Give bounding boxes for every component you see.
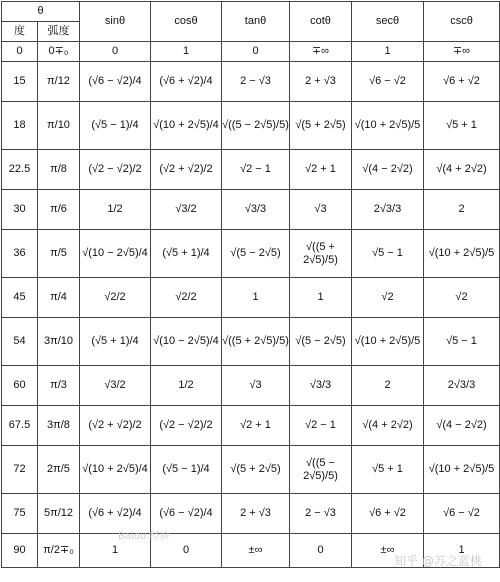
cell-rad: 0∓₀	[38, 42, 80, 62]
cell-deg: 45	[2, 278, 38, 318]
header-row-theta	[2, 2, 500, 22]
cell-tan: √((5 + 2√5)/5)	[222, 318, 290, 366]
table-row	[2, 278, 500, 318]
header-tan: tanθ	[222, 2, 290, 42]
cell-cos: (√2 + √2)/2	[151, 150, 222, 190]
cell-rad: π/8	[38, 150, 80, 190]
cell-sin: 1/2	[80, 190, 151, 230]
table-row	[2, 62, 500, 102]
cell-rad: π/5	[38, 230, 80, 278]
table-body	[2, 2, 500, 568]
cell-sec: √5 + 1	[352, 446, 424, 494]
cell-sec: √(4 + 2√2)	[352, 406, 424, 446]
cell-csc: √2	[424, 278, 500, 318]
header-sec: secθ	[352, 2, 424, 42]
header-csc: cscθ	[424, 2, 500, 42]
cell-sec: √(10 + 2√5)/5	[352, 102, 424, 150]
cell-rad: π/6	[38, 190, 80, 230]
cell-cot: √2 + 1	[290, 150, 352, 190]
cell-cos: (√6 − √2)/4	[151, 494, 222, 534]
cell-cos: √2/2	[151, 278, 222, 318]
cell-deg: 30	[2, 190, 38, 230]
cell-rad: π/10	[38, 102, 80, 150]
cell-sin: √(10 − 2√5)/4	[80, 230, 151, 278]
cell-csc: 1	[424, 534, 500, 568]
cell-cos: 0	[151, 534, 222, 568]
cell-sec: √6 − √2	[352, 62, 424, 102]
cell-sin: (√5 − 1)/4	[80, 102, 151, 150]
cell-tan: √3	[222, 366, 290, 406]
cell-tan: 1	[222, 278, 290, 318]
cell-sec: √6 + √2	[352, 494, 424, 534]
table-row	[2, 446, 500, 494]
cell-sin: √2/2	[80, 278, 151, 318]
cell-sec: 1	[352, 42, 424, 62]
cell-deg: 90	[2, 534, 38, 568]
cell-cot: 0	[290, 534, 352, 568]
cell-deg: 75	[2, 494, 38, 534]
cell-sec: √2	[352, 278, 424, 318]
cell-cot: √2 − 1	[290, 406, 352, 446]
cell-tan: √(5 + 2√5)	[222, 446, 290, 494]
cell-deg: 0	[2, 42, 38, 62]
table-row	[2, 494, 500, 534]
header-degree: 度	[2, 22, 38, 42]
table-row	[2, 230, 500, 278]
table-row	[2, 318, 500, 366]
trig-table	[1, 1, 500, 568]
cell-cos: 1	[151, 42, 222, 62]
cell-cot: √3	[290, 190, 352, 230]
cell-tan: √2 − 1	[222, 150, 290, 190]
cell-rad: 3π/8	[38, 406, 80, 446]
cell-deg: 67.5	[2, 406, 38, 446]
cell-csc: √(10 + 2√5)/5	[424, 230, 500, 278]
cell-cot: √((5 + 2√5)/5)	[290, 230, 352, 278]
cell-sec: 2√3/3	[352, 190, 424, 230]
header-theta: θ	[2, 2, 80, 22]
cell-sec: ±∞	[352, 534, 424, 568]
cell-rad: 5π/12	[38, 494, 80, 534]
baidu-watermark: Baidu 经验	[118, 531, 170, 542]
cell-deg: 36	[2, 230, 38, 278]
cell-rad: 2π/5	[38, 446, 80, 494]
cell-tan: √(5 − 2√5)	[222, 230, 290, 278]
cell-tan: 2 − √3	[222, 62, 290, 102]
cell-cot: √3/3	[290, 366, 352, 406]
cell-deg: 18	[2, 102, 38, 150]
cell-cos: 1/2	[151, 366, 222, 406]
cell-rad: π/12	[38, 62, 80, 102]
cell-rad: 3π/10	[38, 318, 80, 366]
cell-cot: ∓∞	[290, 42, 352, 62]
cell-sin: 0	[80, 42, 151, 62]
table-row	[2, 190, 500, 230]
cell-rad: π/3	[38, 366, 80, 406]
table-row	[2, 406, 500, 446]
cell-cos: (√5 − 1)/4	[151, 446, 222, 494]
cell-sin: (√6 + √2)/4	[80, 494, 151, 534]
cell-cot: √(5 − 2√5)	[290, 318, 352, 366]
cell-sec: √(10 + 2√5)/5	[352, 318, 424, 366]
table-row	[2, 150, 500, 190]
cell-tan: √((5 − 2√5)/5)	[222, 102, 290, 150]
cell-csc: √(4 − 2√2)	[424, 406, 500, 446]
cell-deg: 54	[2, 318, 38, 366]
cell-sin: 1	[80, 534, 151, 568]
cell-deg: 60	[2, 366, 38, 406]
cell-tan: 0	[222, 42, 290, 62]
cell-csc: √6 − √2	[424, 494, 500, 534]
cell-rad: π/4	[38, 278, 80, 318]
cell-csc: √5 + 1	[424, 102, 500, 150]
table-row	[2, 366, 500, 406]
cell-sin: √3/2	[80, 366, 151, 406]
cell-sin: (√2 − √2)/2	[80, 150, 151, 190]
table-row	[2, 102, 500, 150]
cell-tan: 2 + √3	[222, 494, 290, 534]
header-radian: 弧度	[38, 22, 80, 42]
cell-cot: √(5 + 2√5)	[290, 102, 352, 150]
cell-sec: 2	[352, 366, 424, 406]
cell-cos: (√6 + √2)/4	[151, 62, 222, 102]
header-cos: cosθ	[151, 2, 222, 42]
cell-cot: 1	[290, 278, 352, 318]
cell-cos: (√5 + 1)/4	[151, 230, 222, 278]
cell-tan: ±∞	[222, 534, 290, 568]
cell-cot: √((5 − 2√5)/5)	[290, 446, 352, 494]
cell-csc: √5 − 1	[424, 318, 500, 366]
cell-sec: √5 − 1	[352, 230, 424, 278]
cell-sin: (√2 + √2)/2	[80, 406, 151, 446]
cell-deg: 72	[2, 446, 38, 494]
cell-cot: 2 − √3	[290, 494, 352, 534]
cell-tan: √3/3	[222, 190, 290, 230]
cell-rad: π/2∓₀	[38, 534, 80, 568]
cell-csc: √(4 + 2√2)	[424, 150, 500, 190]
zhihu-watermark: 知乎 @苏之蓝桃	[394, 554, 482, 568]
cell-csc: 2	[424, 190, 500, 230]
cell-sin: √(10 + 2√5)/4	[80, 446, 151, 494]
cell-sec: √(4 − 2√2)	[352, 150, 424, 190]
cell-cos: √(10 + 2√5)/4	[151, 102, 222, 150]
header-sin: sinθ	[80, 2, 151, 42]
cell-csc: ∓∞	[424, 42, 500, 62]
header-cot: cotθ	[290, 2, 352, 42]
cell-deg: 15	[2, 62, 38, 102]
cell-sin: (√6 − √2)/4	[80, 62, 151, 102]
cell-cos: √(10 − 2√5)/4	[151, 318, 222, 366]
cell-cos: (√2 − √2)/2	[151, 406, 222, 446]
cell-cot: 2 + √3	[290, 62, 352, 102]
cell-csc: √(10 + 2√5)/5	[424, 446, 500, 494]
cell-deg: 22.5	[2, 150, 38, 190]
cell-tan: √2 + 1	[222, 406, 290, 446]
cell-cos: √3/2	[151, 190, 222, 230]
cell-sin: (√5 + 1)/4	[80, 318, 151, 366]
cell-csc: √6 + √2	[424, 62, 500, 102]
table-row	[2, 42, 500, 62]
cell-csc: 2√3/3	[424, 366, 500, 406]
